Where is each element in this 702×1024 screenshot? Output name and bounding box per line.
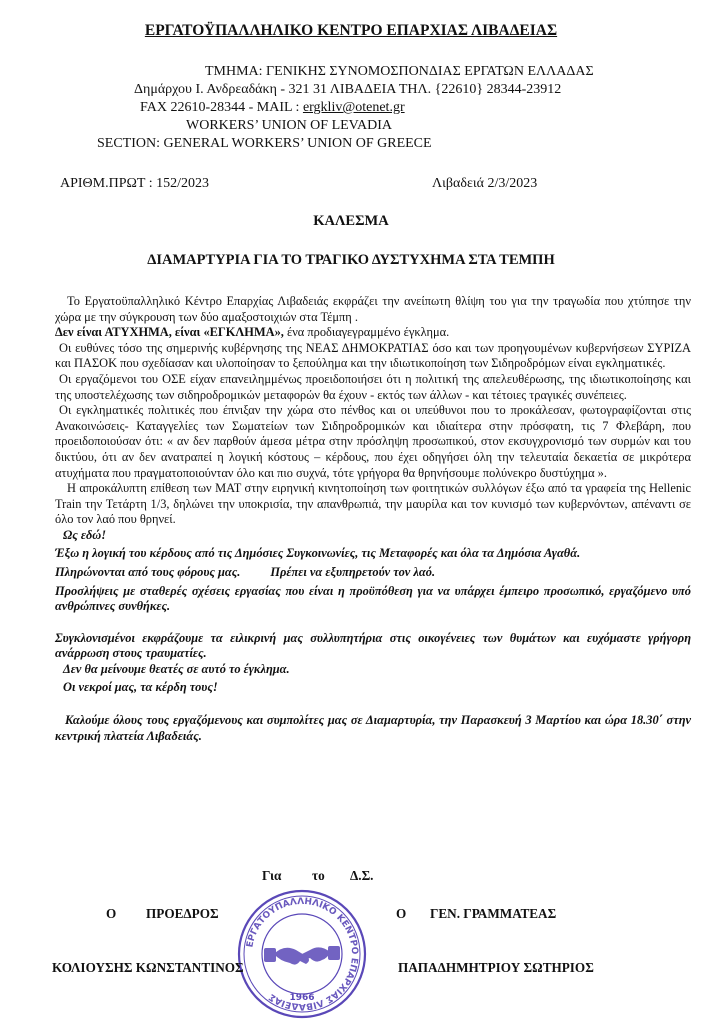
- paragraph-14: Καλούμε όλους τους εργαζόμενους και συμπολίτες μας σε Διαμαρτυρία, την Παρασκευή 3 Μαρτίου και ώρα 18.30΄ στην κεντρική πλατεία Λιβαδειάς.: [55, 713, 691, 743]
- president-role: ΠΡΟΕΔΡΟΣ: [146, 906, 219, 921]
- handshake-icon: [264, 946, 340, 965]
- paragraph-2-rest: ένα προδιαγεγραμμένο έγκλημα.: [283, 325, 450, 340]
- president-name: ΚΟΛΙΟΥΣΗΣ ΚΩΝΣΤΑΝΤΙΝΟΣ: [52, 960, 244, 975]
- paragraph-9a: Πληρώνονται από τους φόρους μας.: [55, 565, 241, 580]
- for-board-1: Για: [262, 868, 282, 883]
- stamp-ring-text: ΕΡΓΑΤΟΫΠΑΛΛΗΛΙΚΟ ΚΕΝΤΡΟ ΕΠΑΡΧΙΑΣ ΛΙΒΑΔΕΙΑΣ: [245, 896, 360, 1012]
- section-greek: ΤΜΗΜΑ: ΓΕΝΙΚΗΣ ΣΥΝΟΜΟΣΠΟΝΔΙΑΣ ΕΡΓΑΤΩΝ ΕΛΛΑΔΑΣ: [205, 64, 594, 79]
- paragraph-12: Δεν θα μείνουμε θεατές σε αυτό το έγκλημα.: [63, 662, 290, 677]
- secretary-article: Ο: [396, 906, 407, 921]
- document-title: ΚΑΛΕΣΜΑ: [313, 213, 389, 229]
- union-stamp: [236, 888, 368, 1020]
- paragraph-13: Οι νεκροί μας, τα κέρδη τους!: [63, 679, 218, 694]
- org-header-title: ΕΡΓΑΤΟΫΠΑΛΛΗΛΙΚΟ ΚΕΝΤΡΟ ΕΠΑΡΧΙΑΣ ΛΙΒΑΔΕΙΑΣ: [144, 22, 558, 39]
- paragraph-3: Οι ευθύνες τόσο της σημερινής κυβέρνησης της ΝΕΑΣ ΔΗΜΟΚΡΑΤΙΑΣ όσο και των προηγουμένων κυβερνήσεων ΣΥΡΙΖΑ και ΠΑΣΟΚ που σχεδίασαν και υλοποίησαν το ξεπούλημα και την ιδιωτικοποίηση των Σιδηροδρόμων είναι εγκληματικές.: [55, 340, 691, 371]
- body-text: [55, 294, 691, 744]
- paragraph-1: Το Εργατοϋπαλληλικό Κέντρο Επαρχίας Λιβαδειάς εκφράζει την ανείπωτη θλίψη του για την τραγωδία που χτύπησε την χώρα με την σύγκρουση των δύο αμαξοστοιχιών στα Τέμπη .: [55, 294, 691, 324]
- paragraph-7: Ως εδώ!: [63, 527, 107, 542]
- protocol-number: ΑΡΙΘΜ.ΠΡΩΤ : 152/2023: [60, 176, 209, 191]
- paragraph-8: Έξω η λογική του κέρδους από τις Δημόσιες Συγκοινωνίες, τις Μεταφορές και όλα τα Δημόσια Αγαθά.: [55, 545, 581, 560]
- paragraph-6: Η απροκάλυπτη επίθεση των ΜΑΤ στην ειρηνική κινητοποίηση των φοιτητικών συλλόγων έξω από τα γραφεία της Hellenic Train την Τετάρτη 1/3, δηλώνει την υποκρισία, την απανθρωπιά, την μαυρίλα και τον κυνισμό των κυβερνόντων, απέναντι σε όλο τον λαό που θρηνεί.: [55, 481, 691, 527]
- paragraph-9: [55, 565, 691, 581]
- address-line: Δημάρχου Ι. Ανδρεαδάκη - 321 31 ΛΙΒΑΔΕΙΑ ΤΗΛ. {22610} 28344-23912: [134, 82, 562, 97]
- president-article: Ο: [106, 906, 117, 921]
- paragraph-10: Προσλήψεις με σταθερές σχέσεις εργασίας που είναι η προϋπόθεση για να υπάρχει έμπειρο προσωπικό, εργαζόμενο υπό ανθρώπινες συνθήκες.: [55, 583, 691, 614]
- fax-mail-line: [140, 100, 405, 116]
- paragraph-5: Οι εγκληματικές πολιτικές που έπνιξαν την χώρα στο πένθος και οι υπεύθυνοι που το προκάλεσαν, φωτογραφίζονται στις Ανακοινώσεις- Καταγγελίες των Σωματείων των Σιδηροδρομικών και ιδιαίτερα στην πρόσφατη, τις 7 Φλεβάρη, που προειδοποιούσαν ότι: « αν δεν παρθούν άμεσα μέτρα στην πρόσληψη προσωπικού, στον εκσυγχρονισμό των συρμών και του δικτύου, ότι αν δεν ανατραπεί η λογική κόστους – κέρδους, που έχει οδηγήσει όλη την τελευταία δεκαετία σε μικρότερα ατυχήματα που πραγματοποιούνταν όλο και πιο συχνά, τότε γρήγορα θα θρηνήσουμε πολύνεκρο δυστύχημα ».: [55, 403, 691, 480]
- paragraph-2-bold: Δεν είναι ΑΤΥΧΗΜΑ, είναι «ΕΓΚΛΗΜΑ»,: [55, 325, 284, 340]
- paragraph-9b: Πρέπει να εξυπηρετούν τον λαό.: [270, 565, 436, 580]
- document-subtitle: ΔΙΑΜΑΡΤΥΡΙΑ ΓΙΑ ΤΟ ΤΡΑΓΙΚΟ ΔΥΣΤΥΧΗΜΑ ΣΤΑ ΤΕΜΠΗ: [147, 252, 555, 268]
- union-english: WORKERS’ UNION OF LEVADIA: [186, 118, 392, 133]
- stamp-year: 1966: [289, 993, 315, 1003]
- paragraph-11: Συγκλονισμένοι εκφράζουμε τα ειλικρινή μας συλλυπητήρια στις οικογένειες των θυμάτων και ευχόμαστε γρήγορη ανάρρωση στους τραυματίες.: [55, 630, 691, 661]
- place-date: Λιβαδειά 2/3/2023: [432, 176, 538, 191]
- fax-mail-label: FAX 22610-28344 - MAIL :: [140, 100, 303, 115]
- section-english: SECTION: GENERAL WORKERS’ UNION OF GREECE: [97, 136, 432, 151]
- for-board-3: Δ.Σ.: [350, 868, 374, 883]
- paragraph-4: Οι εργαζόμενοι του ΟΣΕ είχαν επανειλημμένως προειδοποιήσει ότι η πολιτική της απελευθέρωσης, της ιδιωτικοποίησης και της υποστελέχωσης των σιδηροδρομικών μεταφορών θα έχουν - εκτός των άλλων - και τέτοιες τραγικές συνέπειες.: [55, 371, 691, 402]
- for-board-2: το: [312, 868, 325, 883]
- email-link[interactable]: ergkliv@otenet.gr: [302, 100, 405, 115]
- secretary-name: ΠΑΠΑΔΗΜΗΤΡΙΟΥ ΣΩΤΗΡΙΟΣ: [398, 960, 594, 975]
- secretary-role: ΓΕΝ. ΓΡΑΜΜΑΤΕΑΣ: [430, 906, 557, 921]
- paragraph-2: [55, 325, 691, 341]
